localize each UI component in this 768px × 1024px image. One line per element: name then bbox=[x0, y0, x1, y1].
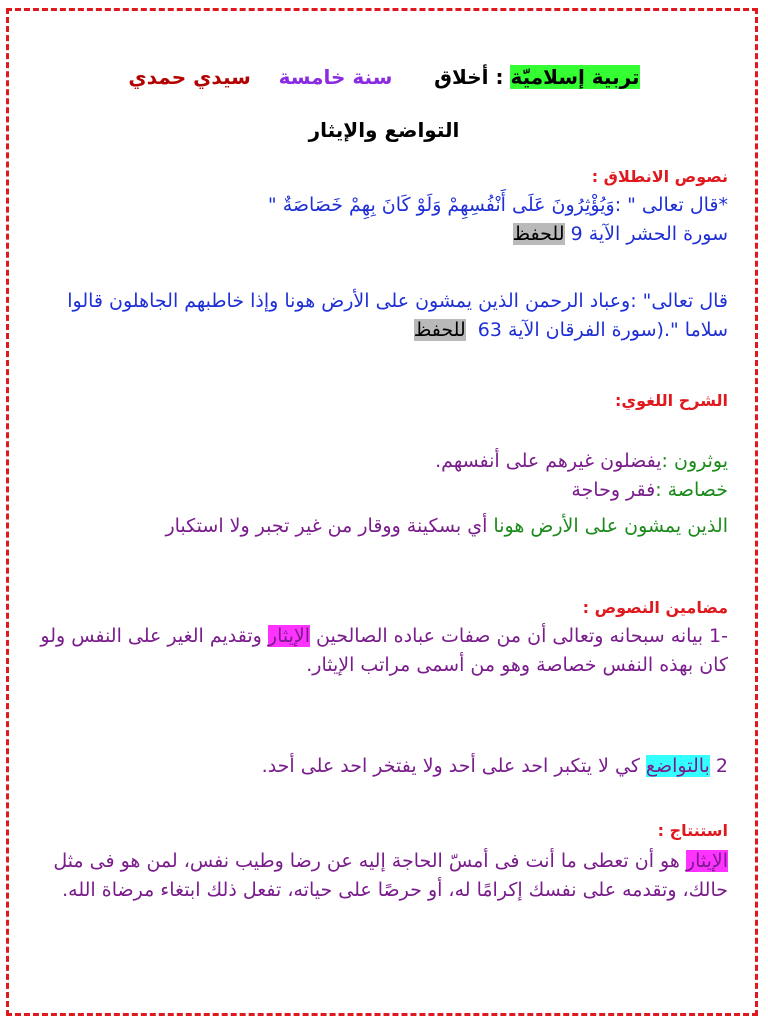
topic-label: أخلاق bbox=[434, 65, 489, 89]
content-1 bbox=[40, 622, 728, 680]
content2-highlight: بالتواضع bbox=[645, 755, 710, 777]
content1-highlight: الإيثار bbox=[267, 625, 311, 647]
verse2-memo: للحفظ bbox=[413, 319, 466, 341]
verse-2 bbox=[40, 287, 728, 345]
lexicon-heading: الشرح اللغوي: bbox=[615, 391, 728, 410]
lex2-def: فقر وحاجة bbox=[571, 479, 656, 501]
content2-post: كي لا يتكبر احد على أحد ولا يفتخر احد على أحد. bbox=[261, 755, 646, 777]
texts-heading: نصوص الانطلاق : bbox=[591, 167, 728, 186]
subject-label: تربية إسلاميّة bbox=[510, 65, 640, 89]
conclusion-body: هو أن تعطى ما أنت فى أمسّ الحاجة إليه عن رضا وطيب نفس، لمن هو فى مثل حالك، وتقدمه على نفسك إكرامًا له، أو حرصًا على حياته، تفعل ذلك ابتغاء مرضاة الله. bbox=[53, 850, 728, 901]
conclusion-heading: استنتاج : bbox=[657, 821, 728, 840]
content-2 bbox=[40, 752, 728, 781]
content2-number: 2 bbox=[709, 755, 728, 777]
header-colon: : bbox=[495, 65, 504, 89]
page-title: التواضع والإيثار bbox=[308, 118, 460, 142]
document-page bbox=[40, 55, 728, 984]
content-heading: مضامين النصوص : bbox=[582, 598, 728, 617]
verse1-suffix: " bbox=[267, 194, 283, 216]
lexicon-1 bbox=[40, 447, 728, 476]
lex1-def: يفضلون غيرهم على أنفسهم. bbox=[435, 450, 662, 472]
content1-pre: -1 بيانه سبحانه وتعالى أن من صفات عباده الصالحين bbox=[310, 625, 728, 647]
school-label: سيدي حمدي bbox=[128, 65, 251, 89]
lexicon-3 bbox=[40, 512, 728, 541]
verse2-text: قال تعالى" :وعباد الرحمن الذين يمشون على الأرض هونا وإذا خاطبهم الجاهلون قالوا سلاما ".(سورة الفرقان الآية 63 bbox=[67, 290, 728, 341]
verse1-prefix: *قال تعالى " : bbox=[614, 194, 728, 216]
level-label: سنة خامسة bbox=[278, 65, 393, 89]
verse1-memo: للحفظ bbox=[512, 223, 565, 245]
conclusion-highlight: الإيثار bbox=[685, 850, 728, 872]
header-line bbox=[40, 65, 728, 89]
lex1-term: يوثرون : bbox=[661, 450, 728, 472]
lex3-term: الذين يمشون على الأرض هونا bbox=[493, 515, 728, 537]
verse1-text: وَيُؤْثِرُونَ عَلَى أَنْفُسِهِمْ وَلَوْ كَانَ بِهِمْ خَصَاصَةٌ bbox=[282, 194, 615, 216]
lexicon-2 bbox=[40, 476, 728, 505]
lex2-term: خصاصة : bbox=[655, 479, 728, 501]
lex3-def: أي بسكينة ووقار من غير تجبر ولا استكبار bbox=[165, 515, 494, 537]
content1-post: وتقديم الغير على النفس ولو كان بهذه النفس خصاصة وهو من أسمى مراتب الإيثار. bbox=[40, 625, 728, 676]
verse1-ref: سورة الحشر الآية 9 bbox=[570, 223, 728, 245]
verse-1 bbox=[40, 191, 728, 249]
conclusion-text bbox=[40, 847, 728, 905]
